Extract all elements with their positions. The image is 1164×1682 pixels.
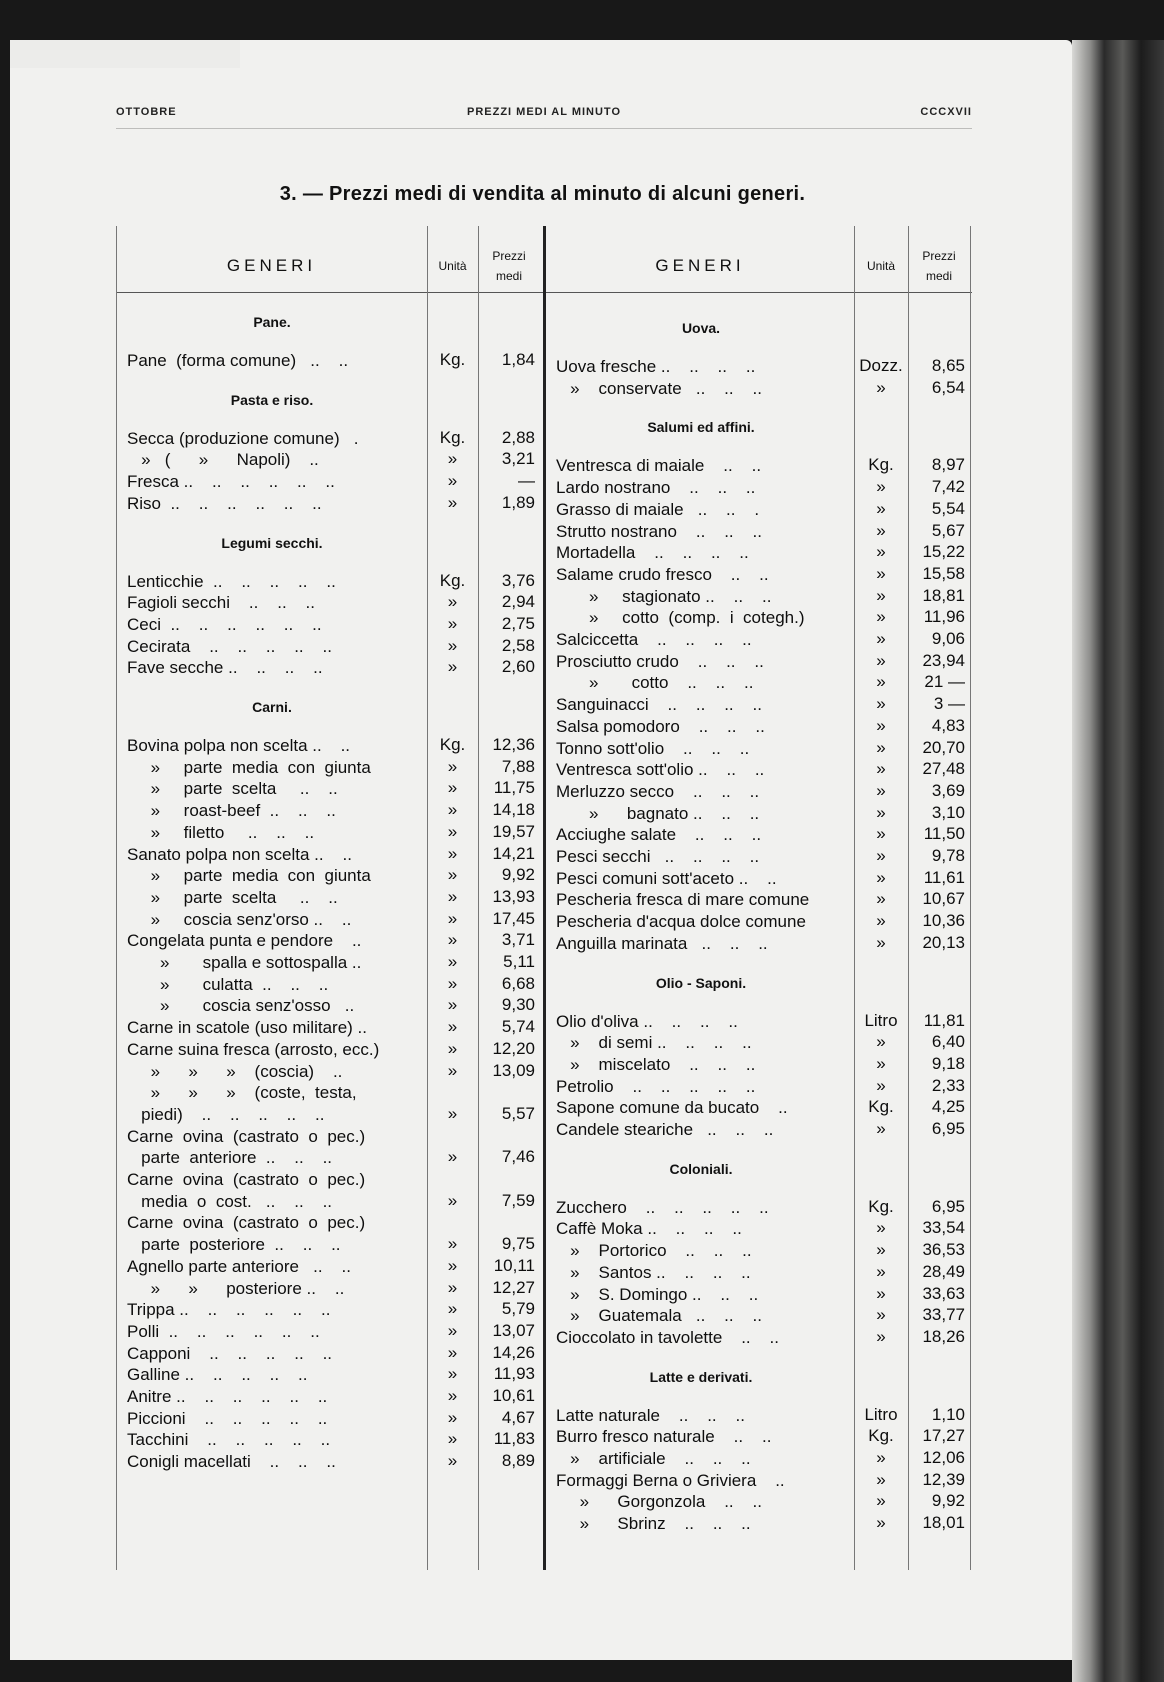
- item-unit: »: [447, 1103, 458, 1123]
- running-header: [116, 106, 972, 126]
- item-price: 15,22: [922, 542, 965, 562]
- item-name-continued: parte posteriore .. .. ..: [127, 1235, 341, 1255]
- item-name: » ( » Napoli) ..: [127, 450, 319, 470]
- item-name: Latte naturale .. .. ..: [556, 1405, 745, 1425]
- item-price: 2,60: [501, 657, 535, 677]
- item-price: 5,74: [501, 1017, 535, 1037]
- item-price: 33,54: [922, 1218, 965, 1238]
- item-name: Lardo nostrano .. .. ..: [556, 478, 756, 498]
- item-unit: »: [876, 846, 886, 865]
- book-edge: [1072, 40, 1164, 1682]
- item-name: Mortadella .. .. .. ..: [556, 543, 749, 563]
- item-name: Agnello parte anteriore .. ..: [127, 1256, 351, 1276]
- item-name: Sanguinacci .. .. .. ..: [556, 695, 762, 715]
- item-price: 2,58: [501, 635, 535, 655]
- item-price: 11,75: [493, 778, 535, 798]
- item-name: » conservate .. .. ..: [556, 378, 762, 398]
- item-name: Ceci .. .. .. .. .. ..: [127, 614, 322, 634]
- item-unit: »: [447, 952, 458, 971]
- item-unit: »: [876, 650, 886, 670]
- item-name: » cotto .. .. ..: [556, 673, 754, 693]
- item-name: » Portorico .. .. ..: [556, 1241, 752, 1261]
- item-unit: Kg.: [868, 455, 894, 475]
- item-price: 7,46: [501, 1147, 535, 1167]
- item-name: Fagioli secchi .. .. ..: [127, 593, 316, 613]
- item-price: 6,95: [931, 1119, 965, 1138]
- item-price: 2,88: [501, 427, 535, 447]
- item-name: » Gorgonzola .. ..: [556, 1492, 762, 1512]
- item-name: Strutto nostrano .. .. ..: [556, 521, 762, 541]
- item-name: » culatta .. .. ..: [127, 974, 329, 994]
- item-unit: »: [876, 1119, 886, 1138]
- item-price: 3 —: [933, 694, 965, 714]
- item-name: Congelata punta e pendore ..: [127, 931, 362, 951]
- item-name: Grasso di maiale .. .. .: [556, 499, 760, 519]
- item-price: 12,39: [922, 1469, 965, 1489]
- item-unit: »: [876, 1283, 886, 1303]
- item-name: » miscelato .. .. ..: [556, 1054, 756, 1074]
- item-unit: »: [447, 1386, 458, 1405]
- item-price: 7,88: [501, 756, 535, 776]
- item-unit: »: [876, 911, 886, 931]
- item-name: Burro fresco naturale .. ..: [556, 1427, 772, 1447]
- item-name-continued: parte anteriore .. .. ..: [127, 1148, 333, 1168]
- item-name: Galline .. .. .. .. ..: [127, 1365, 308, 1385]
- item-unit: »: [447, 471, 458, 491]
- item-name-continued: media o cost. .. .. ..: [127, 1191, 333, 1211]
- item-name: » spalla e sottospalla ..: [127, 953, 362, 972]
- item-price: 27,48: [922, 759, 965, 779]
- item-name: » filetto .. .. ..: [127, 822, 315, 842]
- item-name: » cotto (comp. i cotegh.): [556, 608, 805, 628]
- item-price: 19,57: [492, 821, 535, 841]
- section-heading: Salumi ed affini.: [647, 419, 755, 436]
- item-name: Polli .. .. .. .. .. ..: [127, 1321, 320, 1341]
- item-unit: »: [876, 715, 886, 735]
- item-price: 3,21: [501, 449, 535, 469]
- item-unit: »: [447, 995, 458, 1015]
- item-price: 17,45: [492, 908, 535, 928]
- item-price: 12,20: [492, 1038, 535, 1058]
- item-price: 1,10: [931, 1404, 965, 1424]
- item-unit: Kg.: [439, 350, 466, 369]
- item-name: Sanato polpa non scelta .. ..: [127, 844, 352, 864]
- item-unit: »: [447, 1190, 458, 1210]
- item-unit: »: [876, 1513, 886, 1533]
- section-heading: Pane.: [253, 314, 291, 330]
- item-unit: »: [447, 1147, 458, 1167]
- item-name: Ventresca sott'olio .. .. ..: [556, 760, 765, 780]
- item-unit: »: [447, 1429, 458, 1449]
- item-unit: »: [876, 377, 886, 397]
- item-name: Secca (produzione comune) .: [127, 428, 359, 448]
- item-name: Riso .. .. .. .. .. ..: [127, 493, 322, 513]
- item-price: 3,71: [501, 930, 535, 950]
- item-price: 14,26: [492, 1342, 535, 1362]
- item-name: Pescheria fresca di mare comune: [556, 890, 810, 910]
- item-price: 11,93: [493, 1364, 535, 1384]
- item-unit: »: [447, 1342, 458, 1362]
- item-unit: »: [876, 737, 886, 757]
- item-name: Sapone comune da bucato ..: [556, 1098, 788, 1118]
- col-unita-right: Unità: [866, 259, 895, 273]
- item-name: Anitre .. .. .. .. .. ..: [127, 1387, 328, 1406]
- item-price: 4,83: [931, 715, 965, 735]
- item-unit: Kg.: [868, 1196, 894, 1216]
- item-price: 5,79: [501, 1299, 535, 1319]
- item-price: 8,65: [931, 356, 965, 375]
- item-name: Carne suina fresca (arrosto, ecc.): [127, 1039, 380, 1059]
- item-name: Pesci secchi .. .. .. ..: [556, 847, 760, 866]
- item-price: 9,75: [501, 1234, 535, 1254]
- item-unit: »: [447, 449, 458, 469]
- item-name: Merluzzo secco .. .. ..: [556, 781, 760, 801]
- item-name: Anguilla marinata .. .. ..: [556, 933, 768, 953]
- col-unita-left: Unità: [438, 259, 467, 273]
- item-price: 9,92: [931, 1491, 965, 1511]
- item-unit: »: [876, 607, 886, 627]
- item-price: 10,67: [922, 889, 965, 909]
- item-name-continued: piedi) .. .. .. .. ..: [127, 1104, 325, 1124]
- item-unit: »: [447, 1320, 458, 1340]
- item-price: 17,27: [922, 1426, 965, 1446]
- item-name: Tacchini .. .. .. .. ..: [127, 1430, 331, 1450]
- item-unit: »: [447, 973, 458, 993]
- item-price: 5,67: [931, 520, 965, 540]
- item-name: Formaggi Berna o Griviera ..: [556, 1470, 785, 1490]
- item-unit: Kg.: [439, 570, 466, 590]
- item-name: Tonno sott'olio .. .. ..: [556, 738, 750, 758]
- item-name: Candele steariche .. .. ..: [556, 1120, 774, 1139]
- item-unit: »: [876, 889, 886, 909]
- item-unit: »: [876, 1448, 886, 1467]
- table-title: 3. — Prezzi medi di vendita al minuto di alcuni generi.: [279, 183, 806, 205]
- col-generi-right: GENERI: [655, 256, 745, 275]
- item-name: » Santos .. .. .. ..: [556, 1262, 751, 1282]
- item-price: 2,33: [931, 1075, 965, 1095]
- item-name: Zucchero .. .. .. .. ..: [556, 1197, 769, 1217]
- item-price: 14,18: [492, 800, 535, 820]
- item-name: Fresca .. .. .. .. .. ..: [127, 472, 335, 492]
- item-name: Piccioni .. .. .. .. ..: [127, 1408, 328, 1428]
- item-price: 23,94: [922, 650, 965, 670]
- item-name: Uova fresche .. .. .. ..: [556, 357, 756, 376]
- item-name: Salsa pomodoro .. .. ..: [556, 716, 765, 736]
- item-price: 36,53: [922, 1240, 965, 1260]
- rule-center: [543, 226, 546, 1570]
- item-unit: »: [876, 477, 886, 497]
- item-unit: »: [876, 1305, 886, 1325]
- item-unit: Litro: [864, 1404, 898, 1424]
- item-price: 6,40: [931, 1032, 965, 1052]
- item-unit: »: [876, 1032, 886, 1052]
- item-price: 3,76: [501, 570, 535, 590]
- item-price: 9,78: [931, 846, 965, 865]
- item-price: 10,36: [922, 911, 965, 931]
- item-price: 9,18: [931, 1053, 965, 1073]
- page-corner: [10, 40, 240, 68]
- item-price: 7,59: [501, 1190, 535, 1210]
- item-unit: »: [876, 1075, 886, 1095]
- item-unit: »: [876, 932, 886, 952]
- item-price: 33,63: [922, 1283, 965, 1303]
- item-unit: Kg.: [439, 427, 466, 447]
- item-name: Petrolio .. .. .. .. ..: [556, 1076, 756, 1096]
- item-unit: »: [876, 759, 886, 779]
- item-unit: »: [876, 629, 886, 648]
- item-price: 5,54: [931, 498, 965, 518]
- item-unit: »: [876, 867, 886, 887]
- section-heading: Carni.: [252, 699, 292, 715]
- item-price: 12,36: [492, 735, 535, 754]
- header-title: PREZZI MEDI AL MINUTO: [466, 106, 622, 118]
- section-heading: Pasta e riso.: [230, 391, 314, 408]
- item-price: 18,01: [922, 1513, 965, 1533]
- item-name: » » » (coste, testa,: [127, 1083, 357, 1103]
- item-price: 3,69: [931, 780, 965, 800]
- item-price: —: [518, 471, 535, 491]
- item-unit: »: [876, 780, 886, 800]
- item-price: 9,30: [501, 995, 535, 1015]
- item-unit: »: [447, 886, 458, 906]
- item-price: 6,54: [931, 377, 965, 397]
- item-name: » parte scelta .. ..: [127, 779, 338, 799]
- item-name: Carne in scatole (uso militare) ..: [127, 1018, 367, 1038]
- item-unit: »: [447, 1234, 458, 1254]
- item-price: 11,61: [923, 867, 965, 887]
- item-name: » bagnato .. .. ..: [556, 803, 760, 823]
- item-unit: »: [447, 1451, 458, 1471]
- item-unit: »: [447, 756, 458, 776]
- item-unit: »: [876, 1218, 886, 1238]
- item-name: Prosciutto crudo .. .. ..: [556, 651, 764, 671]
- item-price: 4,25: [931, 1097, 965, 1117]
- item-name: Capponi .. .. .. .. ..: [127, 1343, 333, 1363]
- item-unit: »: [447, 657, 458, 677]
- item-price: 10,11: [493, 1255, 535, 1275]
- table-border-right: [970, 226, 971, 1570]
- item-name: » di semi .. .. .. ..: [556, 1033, 752, 1053]
- item-unit: »: [447, 800, 458, 820]
- item-unit: »: [876, 498, 886, 518]
- item-name: Fave secche .. .. .. ..: [127, 658, 323, 678]
- item-unit: »: [876, 694, 886, 714]
- item-unit: Litro: [864, 1010, 898, 1030]
- section-heading: Olio - Saponi.: [655, 974, 747, 991]
- table-border-left: [116, 226, 117, 1570]
- item-price: 2,75: [501, 613, 535, 633]
- item-price: 12,06: [922, 1448, 965, 1467]
- item-unit: »: [876, 802, 886, 822]
- item-price: 18,26: [922, 1326, 965, 1346]
- item-name: » coscia senz'orso .. ..: [127, 909, 352, 929]
- col-prezzi-right: Prezzi medi: [922, 249, 956, 283]
- item-name: Pescheria d'acqua dolce comune: [556, 912, 806, 932]
- section-heading: Coloniali.: [669, 1160, 733, 1177]
- price-table: [116, 226, 972, 1570]
- item-price: 9,92: [501, 865, 535, 885]
- item-price: 20,13: [922, 932, 965, 952]
- item-unit: Kg.: [868, 1097, 894, 1117]
- item-name: Pane (forma comune) .. ..: [127, 351, 349, 370]
- item-unit: »: [447, 865, 458, 885]
- item-price: 13,93: [492, 886, 535, 906]
- item-name: Lenticchie .. .. .. .. ..: [127, 571, 336, 591]
- header-month: OTTOBRE: [116, 106, 177, 118]
- item-name: Carne ovina (castrato o pec.): [127, 1213, 366, 1233]
- item-unit: »: [876, 520, 886, 540]
- item-unit: »: [876, 1053, 886, 1073]
- item-unit: »: [876, 1469, 886, 1489]
- item-price: 6,95: [931, 1196, 965, 1216]
- item-name: Acciughe salate .. .. ..: [556, 825, 762, 845]
- item-name: Conigli macellati .. .. ..: [127, 1452, 336, 1472]
- item-name: » stagionato .. .. ..: [556, 586, 772, 606]
- item-unit: »: [447, 821, 458, 841]
- item-unit: »: [876, 563, 886, 583]
- item-unit: »: [447, 592, 458, 612]
- item-unit: »: [447, 1038, 458, 1058]
- item-unit: »: [447, 613, 458, 633]
- item-price: 11,83: [493, 1429, 535, 1449]
- item-price: 6,68: [501, 973, 535, 993]
- item-name: Carne ovina (castrato o pec.): [127, 1170, 366, 1189]
- item-price: 20,70: [922, 737, 965, 757]
- item-unit: »: [876, 1491, 886, 1511]
- item-name: » parte media con giunta: [127, 866, 371, 886]
- item-price: 5,57: [501, 1103, 535, 1123]
- item-unit: »: [447, 1364, 458, 1384]
- item-price: 11,50: [923, 824, 965, 844]
- item-name: Cecirata .. .. .. .. ..: [127, 636, 332, 656]
- col-generi-left: GENERI: [226, 256, 317, 275]
- item-price: 12,27: [492, 1277, 535, 1297]
- item-price: 8,97: [931, 455, 965, 475]
- item-name: Olio d'oliva .. .. .. ..: [556, 1011, 738, 1031]
- item-unit: »: [447, 1255, 458, 1275]
- section-heading: Latte e derivati.: [649, 1368, 753, 1385]
- item-unit: »: [447, 492, 458, 512]
- item-price: 11,96: [923, 607, 965, 627]
- section-heading: Legumi secchi.: [221, 534, 323, 551]
- item-unit: »: [876, 1326, 886, 1346]
- item-price: 5,11: [503, 952, 535, 971]
- item-unit: »: [447, 930, 458, 950]
- item-price: 13,09: [492, 1060, 535, 1080]
- item-unit: Dozz.: [859, 356, 903, 375]
- item-name: » artificiale .. .. ..: [556, 1449, 751, 1468]
- item-name: Trippa .. .. .. .. .. ..: [127, 1300, 331, 1320]
- col-prezzi-left: Prezzi medi: [492, 249, 526, 283]
- item-name: » S. Domingo .. .. ..: [556, 1284, 759, 1304]
- item-unit: »: [447, 1060, 458, 1080]
- item-name: Carne ovina (castrato o pec.): [127, 1126, 366, 1146]
- item-unit: »: [876, 585, 886, 605]
- item-price: 1,89: [501, 492, 535, 512]
- item-price: 13,07: [492, 1320, 535, 1340]
- item-unit: »: [447, 778, 458, 798]
- item-price: 14,21: [492, 843, 535, 863]
- item-unit: »: [876, 1261, 886, 1281]
- item-unit: »: [447, 1407, 458, 1427]
- item-unit: »: [447, 635, 458, 655]
- item-price: 1,84: [501, 350, 535, 369]
- item-price: 21 —: [924, 672, 965, 692]
- item-unit: »: [447, 843, 458, 863]
- item-name: » Guatemala .. .. ..: [556, 1306, 762, 1326]
- item-name: » parte media con giunta: [127, 757, 371, 777]
- item-name: » » » (coscia) ..: [127, 1061, 343, 1081]
- item-unit: »: [876, 542, 886, 562]
- item-price: 7,42: [931, 477, 965, 497]
- item-price: 33,77: [922, 1305, 965, 1325]
- item-unit: »: [447, 1299, 458, 1319]
- item-unit: »: [447, 908, 458, 928]
- item-price: 18,81: [922, 585, 965, 605]
- item-name: Salciccetta .. .. .. ..: [556, 630, 752, 649]
- item-unit: »: [447, 1277, 458, 1297]
- item-unit: »: [876, 1240, 886, 1260]
- item-name: Bovina polpa non scelta .. ..: [127, 736, 351, 755]
- item-name: » coscia senz'osso ..: [127, 996, 355, 1016]
- item-unit: »: [876, 824, 886, 844]
- item-unit: Kg.: [868, 1426, 894, 1446]
- item-name: Ventresca di maiale .. ..: [556, 456, 762, 476]
- item-unit: Kg.: [439, 735, 466, 754]
- item-name: » roast-beef .. .. ..: [127, 801, 336, 821]
- item-unit: »: [876, 672, 886, 692]
- item-name: Salame crudo fresco .. ..: [556, 564, 769, 584]
- item-price: 10,61: [492, 1386, 535, 1405]
- item-unit: »: [447, 1017, 458, 1037]
- item-price: 3,10: [931, 802, 965, 822]
- item-name: Pesci comuni sott'aceto .. ..: [556, 868, 777, 888]
- item-price: 9,06: [931, 629, 965, 648]
- item-name: » parte scelta .. ..: [127, 887, 338, 907]
- item-price: 4,67: [501, 1407, 535, 1427]
- item-name: Cioccolato in tavolette .. ..: [556, 1327, 779, 1347]
- item-name: » Sbrinz .. .. ..: [556, 1514, 751, 1534]
- item-name: Caffè Moka .. .. .. ..: [556, 1219, 742, 1239]
- section-heading: Uova.: [681, 320, 721, 336]
- item-price: 15,58: [922, 563, 965, 583]
- header-rule: [116, 128, 972, 129]
- item-price: 8,89: [501, 1451, 535, 1471]
- item-name: » » posteriore .. ..: [127, 1278, 345, 1298]
- header-page-number: CCCXVII: [920, 106, 972, 118]
- item-price: 28,49: [922, 1261, 965, 1281]
- item-price: 11,81: [923, 1010, 965, 1030]
- item-price: 2,94: [501, 592, 535, 612]
